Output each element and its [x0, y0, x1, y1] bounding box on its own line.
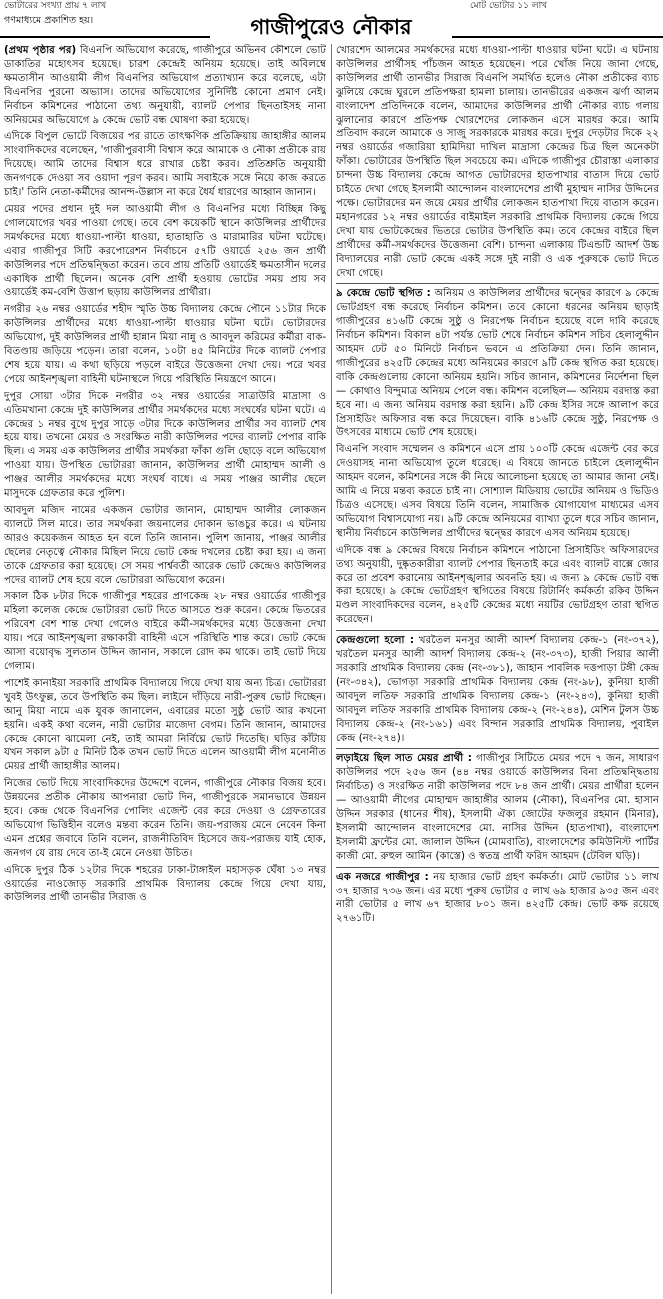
paragraph-lead: ৯ কেন্দ্রে ভোট স্থগিত : — [336, 288, 431, 300]
article-paragraph — [336, 44, 659, 280]
paragraph-text: নগরীর ২৬ নম্বর ওয়ার্ডের শহীদ স্মৃতি উচ্চ বিদ্যালয় কেন্দ্রে পৌনে ১১টার দিকে কাউন্সিলর প্রার্থীদের মধ্যে ধাওয়া-পাল্টা ধাওয়ার ঘটনা ঘটে। ভোটারদের অভিযোগ, দুই কাউন্সিলর প্রার্থী হান্নান মিয়া নান্নু ও আবদুল করিমের কর্মীরা বাক-বিতণ্ডায় জড়িয়ে পড়েন। তারা বলেন, ১০টা ৪৫ মিনিটের দিকে ব্যালট পেপার শেষ হয়ে যায়। এ কথা ছড়িয়ে পড়লে বাইরে উত্তেজনা দেখা দেয়। পরে খবর পেয়ে আইনশৃঙ্খলা বাহিনী ঘটনাস্থলে গিয়ে পরিস্থিতি নিয়ন্ত্রণে আনে। — [4, 304, 326, 385]
paragraph-text: মেয়র পদের প্রধান দুই দল আওয়ামী লীগ ও বিএনপির মধ্যে বিচ্ছিন্ন কিছু গোলযোগের খবর পাওয়া গেছে। তবে বেশ কয়েকটি স্থানে কাউন্সিলর প্রার্থীদের সমর্থকদের মধ্যে ধাওয়া-পাল্টা ধাওয়া, হাতাহাতি ও মারামারির ঘটনা ঘটেছে। এবার গাজীপুর সিটি করপোরেশন নির্বাচনে ৫৭টি ওয়ার্ডে ২৫৬ জন প্রার্থী কাউন্সিলর পদে প্রতিদ্বন্দ্বিতা করেন। তবে প্রায় প্রতিটি ওয়ার্ডেই ক্ষমতাসীন দলের একাধিক প্রার্থী ছিলেন। অনেক বেশি প্রার্থী হওয়ায় ভোটের সময় প্রায় সব ওয়ার্ডেই কম-বেশি উত্তাপ ছড়ায় কাউন্সিলর প্রার্থীরা। — [4, 203, 326, 299]
top-strip-left: ভোটারের সংখ্যা প্রায় ৭ লাখ — [4, 1, 107, 11]
article-paragraph — [4, 44, 326, 127]
article-column-right — [336, 44, 659, 1296]
section-rule — [336, 867, 659, 868]
article-paragraph — [336, 871, 659, 927]
paragraph-text: খোরশেদ আলমের সমর্থকদের মধ্যে ধাওয়া-পাল্টা ধাওয়ার ঘটনা ঘটে। এ ঘটনায় কাউন্সিলর প্রার্থীসহ পাঁচজন আহত হয়েছেন। পরে খোঁজ নিয়ে জানা গেছে, কাউন্সিলর প্রার্থী তানভীর সিরাজ বিএনপি সমর্থিত হলেও নৌকা প্রতীকের ব্যাচ ঝুলিয়ে কেন্দ্রে ঘুরলে প্রতিপক্ষরা হামলা চালায়। তানভীরের একজন ঝর্ণা আলম বাংলাদেশ প্রতিদিনকে বলেন, আমাদের কাউন্সিলর প্রার্থী নৌকার ব্যাচ গলায় ঝুলানোর কারণে প্রতিপক্ষ খোরশেদের লোকজন এসে মারধর করে। আমি প্রতিবাদ করলে আমাকে ও সাজু সরকারকে মারধর করে। দুপুর দেড়টার দিকে ২২ নম্বর ওয়ার্ডের গজারিয়া হামিদিয়া দাখিল মাদ্রাসা কেন্দ্রের চিত্র ছিল অনেকটা ফাঁকা। ভোটারের উপস্থিতি ছিল সবচেয়ে কম। এদিকে গাজীপুর চৌরাস্তা এলাকার চান্দনা উচ্চ বিদ্যালয় কেন্দ্রে আগত ভোটারদের হাতপাখার বাতাস দিয়ে ভোট চাইতে দেখা গেছে ইসলামী আন্দোলন বাংলাদেশের প্রার্থী মুহাম্মদ নাসির উদ্দিনের পক্ষে। ভোটারদের মন জয়ে মেয়র প্রার্থীর লোকজন হাতপাখা দিয়ে বাতাস করেন। মহানগরের ১২ নম্বর ওয়ার্ডের বাইমাইল সরকারি প্রাথমিক বিদ্যালয় কেন্দ্রে গিয়ে দেখা যায় ভোটকেন্দ্রের ভিতরে ভোটার উপস্থিতি কম। তবে কেন্দ্রের বাইরে ছিল প্রার্থীদের কর্মী-সমর্থকদের উত্তেজনা বেশি। চান্দনা এলাকায় টিএন্ডটি আদর্শ উচ্চ বিদ্যালয়ের নারী ভোট কেন্দ্রে একই সঙ্গে দুই নারী ও এক পুরুষকে ভোট দিতে দেখা গেছে। — [336, 45, 659, 279]
article-paragraph — [4, 864, 326, 906]
article-paragraph — [4, 303, 326, 386]
paragraph-text: এদিকে দুপুর ঠিক ১২টার দিকে শহরের ঢাকা-টাঙ্গাইল মহাসড়ক ঘেঁষা ১৩ নম্বর ওয়ার্ডের নাওজোড় সরকারি প্রাথমিক বিদ্যালয় কেন্দ্রে গিয়ে দেখা যায়, কাউন্সিলর প্রার্থী তানভীর সিরাজ ও — [4, 864, 326, 904]
paragraph-text: বিএনপি অভিযোগ করেছে, গাজীপুরে অভিনব কৌশলে ভোট ডাকাতির মহোৎসব হয়েছে। চারশ কেন্দ্রেই অনিয়ম হয়েছে। তাই অবিলম্বে ক্ষমতাসীন আওয়ামী লীগ বিএনপির অভিযোগ প্রত্যাখ্যান করে বলেছে, এটা বিএনপির পুরনো অভ্যাস। তাদের অভিযোগের সুনির্দিষ্ট কোনো প্রমাণ নেই। নির্বাচন কমিশনের পাঠানো তথ্য অনুযায়ী, ব্যালট পেপার ছিনতাইসহ নানা অনিয়মের অভিযোগে ৯ কেন্দ্রে ভোট বন্ধ ঘোষণা করা হয়েছে। — [4, 45, 326, 126]
article-paragraph — [4, 203, 326, 300]
article-paragraph — [4, 777, 326, 860]
top-strip-right: মোট ভোটার ১১ লাখ — [470, 1, 548, 11]
paragraph-text: বিএনপি সংবাদ সম্মেলন ও কমিশনে এসে প্রায় ১০০টি কেন্দ্রে এজেন্ট বের করে দেওয়াসহ নানা অভিযোগ তুলে ধরেছে। এ বিষয়ে জানতে চাইলে হেলালুদ্দীন আহমদ বলেন, কমিশনের সঙ্গে কী নিয়ে আলোচনা হয়েছে তা আমার জানা নেই। আমি এ নিয়ে মন্তব্য করতে চাই না। সোশ্যাল মিডিয়ায় ভোটের অনিয়ম ও ভিডিও চিত্রও এসেছে। এসব বিষয়ে তিনি বলেন, সামাজিক যোগাযোগ মাধ্যমের এসব অভিযোগ বিশ্বাসযোগ্য নয়। ৯টি কেন্দ্রে অনিয়মের ব্যাখ্যা তুলে ধরে সচিব জানান, স্থানীয় নির্বাচনে কাউন্সিলর প্রার্থীদের দ্বন্দ্বের কারণে এসব অনিয়ম হয়েছে। — [336, 444, 659, 539]
paragraph-text: এদিকে বন্ধ ৯ কেন্দ্রের বিষয়ে নির্বাচন কমিশনে পাঠানো প্রিসাইডিং অফিসারদের তথ্য অনুযায়ী, দুষ্কৃতকারীরা ব্যালট পেপার ছিনতাই করে এবং ব্যালট বাক্সে জোর করে তা প্রবেশ করানোয় আইনশৃঙ্খলার অবনতি হয়। এ জন্য ৯ কেন্দ্রে ভোট বন্ধ করা হয়েছে। ৯ কেন্দ্রে ভোটগ্রহণ স্থগিতের বিষয়ে রিটার্নিং কর্মকর্তা রকিব উদ্দিন মণ্ডল সাংবাদিকদের বলেন, ৪২৫টি কেন্দ্রের মধ্যে নয়টির ভোটগ্রহণ তারা স্থগিত করেছেন। — [336, 544, 659, 626]
headline: গাজীপুরেও নৌকার — [250, 14, 412, 39]
headline-rule-left — [0, 36, 210, 38]
paragraph-lead: লড়াইয়ে ছিল সাত মেয়র প্রার্থী : — [336, 753, 472, 765]
headline-rule-right — [452, 36, 663, 38]
article-paragraph — [336, 287, 659, 440]
paragraph-text: অনিয়ম ও কাউন্সিলর প্রার্থীদের দ্বন্দ্বের কারণে ৯ কেন্দ্রে ভোটগ্রহণ বন্ধ করেছে নির্বাচন কমিশন। তবে কোনো ধরনের অনিয়ম ছাড়াই গাজীপুরের ৪১৬টি কেন্দ্রে সুষ্ঠু ও নিরপেক্ষ নির্বাচন হয়েছে বলে দাবি করেছে নির্বাচন কমিশন। বিকাল ৪টা পর্যন্ত ভোট শেষে নির্বাচন কমিশন সচিব হেলালুদ্দীন আহমদ ঢেট ৫০ মিনিটে নির্বাচন ভবনে এ প্রতিক্রিয়া দেন। তিনি জানান, গাজীপুরের ৪২৫টি কেন্দ্রের মধ্যে অনিয়মের কারণে ৯টি কেন্দ্র স্থগিত করা হয়েছে। বাকি কেন্দ্রগুলোয় কোনো অনিয়ম হয়নি। সচিব জানান, কমিশনের নির্দেশনা ছিল— কোথাও বিন্দুমাত্র অনিয়ম পেলে বন্ধ। কমিশন বলেছিল— অনিয়ম বরদাস্ত করা হবে না। এ জন্য অনিয়ম বরদাস্ত করা হয়নি। ৯টি কেন্দ্র ইসির সঙ্গে আলাপ করে প্রিসাইডিং অফিসার বন্ধ করে দিয়েছেন। বাকি ৪১৬টি কেন্দ্রে সুষ্ঠু, নিরপেক্ষ ও উৎসবের মাধ্যমে ভোট শেষ হয়েছে। — [336, 288, 659, 439]
article-paragraph — [336, 544, 659, 627]
paragraph-text: খরতৈল মনসুর আলী আদর্শ বিদ্যালয় কেন্দ্র-১ (নং-৩৭২), খরতৈল মনসুর আলী আদর্শ বিদ্যালয় কেন্দ্র-২ (নং-৩৭৩), হাজী পিয়ার আলী সরকারি প্রাথমিক বিদ্যালয় কেন্দ্র (নং-৩৮১), জাহান পাবলিক দত্তপাড়া টঙ্গী কেন্দ্র (নং-৩৪২), ভোগড়া সরকারি প্রাথমিক বিদ্যালয় কেন্দ্র (নং-৯৮), কুনিয়া হাজী আবদুল লতিফ সরকারি প্রাথমিক বিদ্যালয় কেন্দ্র-১ (নং-২৪৩), কুনিয়া হাজী আবদুল লতিফ সরকারি প্রাথমিক বিদ্যালয় কেন্দ্র-২ (নং-২৪৪), মেশিন টুলস উচ্চ বিদ্যালয় কেন্দ্র-২ (নং-১৬১) এবং বিন্দান সরকারি প্রাথমিক বিদ্যালয়, পুবাইল কেন্দ্র (নং-২৭৪)। — [336, 635, 659, 744]
paragraph-text: সকাল ঠিক ৮টার দিকে গাজীপুর শহরের প্রাণকেন্দ্র ২৮ নম্বর ওয়ার্ডের গাজীপুর মহিলা কলেজ কেন্দ্রে ভোটাররা ভোট দিতে আসতে শুরু করেন। কেন্দ্রে ভিতরের পরিবেশ বেশ শান্ত দেখা গেলেও বাইরে কর্মী-সমর্থকদের মধ্যে উত্তেজনা দেখা যায়। পরে আইনশৃঙ্খলা রক্ষাকারী বাহিনী এসে পরিস্থিতি শান্ত করে। ভোট কেন্দ্রে আসা বয়োবৃদ্ধ সুলতান উদ্দিন জানান, সকালে রোদ কম থাকে। তাই ভোট দিয়ে গেলাম। — [4, 591, 326, 672]
paragraph-text: নিজের ভোট দিয়ে সাংবাদিকদের উদ্দেশে বলেন, গাজীপুরে নৌকার বিজয় হবে। উন্নয়নের প্রতীক নৌকায় আপনারা ভোট দিন, গাজীপুরকে সমানভাবে উন্নয়ন হবে। কেন্দ্র থেকে বিএনপির পোলিং এজেন্ট বের করে দেওয়া ও গ্রেফতারের অভিযোগ ভিত্তিহীন বলেও মন্তব্য করেন তিনি। জয়-পরাজয় মেনে নেবেন কিনা এমন প্রশ্নের জবাবে তিনি বলেন, রাজনীতিবিদ হিসেবে জয়-পরাজয় যাই হোক, জনগণ যে রায় দেবে তা-ই মেনে নেওয়া উচিত। — [4, 778, 326, 859]
article-paragraph — [4, 590, 326, 673]
article-paragraph — [336, 443, 659, 540]
paragraph-lead: (প্রথম পৃষ্ঠার পর) — [4, 45, 77, 56]
paragraph-text: নয় হাজার ভোট গ্রহণ কর্মকর্তা। মোট ভোটার ১১ লাখ ৩৭ হাজার ৭৩৬ জন। এর মধ্যে পুরুষ ভোটার ৫ লাখ ৬৯ হাজার ৯৩৫ জন এবং নারী ভোটার ৫ লাখ ৬৭ হাজার ৮০১ জন। ৪২৫টি কেন্দ্র। ভোট কক্ষ রয়েছে ২৭৬১টি। — [336, 871, 659, 925]
article-paragraph — [4, 130, 326, 200]
article-paragraph — [4, 390, 326, 501]
article-paragraph — [336, 752, 659, 863]
paragraph-text: আবদুল মজিদ নামের একজন ভোটার জানান, মোহাম্মদ আলীর লোকজন ব্যালটে সিল মারে। তার সমর্থকরা জয়নালের দোকান ভাঙচুর করে। এ ঘটনায় আরও কয়েকজন আহত হন বলে তিনি জানান। পুলিশ জানায়, পাঞ্জর আলীর ছেলের নেতৃত্বে নৌকার মিছিল নিয়ে ভোট কেন্দ্র দখলের চেষ্টা করা হয়। এ জন্য তাকে গ্রেফতার করা হয়েছে। সে সময় পার্শ্ববর্তী আরেক ভোট কেন্দ্রেও কাউন্সিলর পদের ব্যালট শেষ হয়ে বলে ভোটাররা অভিযোগ করেন। — [4, 505, 326, 586]
section-rule — [336, 748, 659, 749]
article-paragraph — [4, 504, 326, 587]
paragraph-text: গাজীপুর সিটিতে মেয়র পদে ৭ জন, সাধারণ কাউন্সিলর পদে ২৫৬ জন (৪৪ নম্বর ওয়ার্ডে কাউন্সিলর বিনা প্রতিদ্বন্দ্বিতায় নির্বাচিত) ও সংরক্ষিত নারী কাউন্সিলর পদে ৮৪ জন প্রার্থী। মেয়র প্রার্থীরা হলেন— আওয়ামী লীগের মোহাম্মদ জাহাঙ্গীর আলম (নৌকা), বিএনপির মো. হাসান উদ্দিন সরকার (ধানের শীষ), ইসলামী ঐক্য জোটের ফজলুর রহমান (মিনার), ইসলামী আন্দোলন বাংলাদেশের মো. নাসির উদ্দিন (হাতপাখা), বাংলাদেশ ইসলামী ফ্রন্টের মো. জালাল উদ্দিন (মোমবাতি), বাংলাদেশের কমিউনিস্ট পার্টির কাজী মো. রুহুল আমিন (কাস্তে) ও স্বতন্ত্র প্রার্থী ফরিদ আহমদ (টেবিল ঘড়ি)। — [336, 753, 659, 862]
article-column-left — [4, 44, 326, 1296]
section-rule — [336, 630, 659, 631]
section-rule — [336, 283, 659, 284]
paragraph-text: পাশেই কানাইয়া সরকারি প্রাথমিক বিদ্যালয়ে গিয়ে দেখা যায় অন্য চিত্র। ভোটাররা খুবই উৎফুল্ল, তবে উপস্থিতি কম ছিল। লাইনে দাঁড়িয়ে নারী-পুরুষ ভোট দিচ্ছেন। আনু মিয়া নামে এক যুবক জানালেন, এবারের মতো সুষ্ঠু ভোট আর কখনো হয়নি। একই কথা বলেন, নারী ভোটার মাজেদা বেগম। তিনি জানান, আমাদের কেন্দ্রে কোনো ঝামেলা নেই, তাই আমরা নির্বিঘ্নে ভোট দিতেছি। ঘড়ির কাঁটায় যখন সকাল ৯টা ৫ মিনিট ঠিক তখন ভোট দিতে এলেন আওয়ামী লীগ মনোনীত মেয়র প্রার্থী জাহাঙ্গীর আলম। — [4, 677, 326, 773]
article-paragraph — [336, 634, 659, 745]
paragraph-lead: কেন্দ্রগুলো হলো : — [336, 635, 414, 647]
article-paragraph — [4, 677, 326, 774]
paragraph-text: দুপুর সোয়া ৩টার দিকে নগরীর ৩২ নম্বর ওয়ার্ডের সাত্রাউরি মাদ্রাসা ও এতিমখানা কেন্দ্রে দুই কাউন্সিলর প্রার্থীর সমর্থকদের মধ্যে সংঘর্ষের ঘটনা ঘটে। এ কেন্দ্রের ১ নম্বর বুথে দুপুর সাড়ে ৩টার দিকে কাউন্সিলর প্রার্থীর সব ব্যালট শেষ হয়ে যায়। তখনো মেয়র ও সংরক্ষিত নারী কাউন্সিলর পদের ব্যালট পেপার বাকি ছিল। এ সময় এক কাউন্সিলর প্রার্থীর সমর্থকরা ফাঁকা গুলি ছোড়ে বলে অভিযোগ পাওয়া যায়। উপস্থিত ভোটাররা জানান, কাউন্সিলর প্রার্থী মোহাম্মদ আলী ও পাঞ্জর আলীর সমর্থকদের মধ্যে সংঘর্ষ বাধে। এ সময় পাঞ্জর আলীর ছেলে মাসুদকে গ্রেফতার করে পুলিশ। — [4, 390, 326, 500]
column-divider — [331, 44, 332, 1294]
paragraph-lead: এক নজরে গাজীপুর : — [336, 871, 429, 883]
lede-text: গণমাধ্যমে প্রকাশিত হয়। — [4, 15, 94, 26]
paragraph-text: এদিকে বিপুল ভোটে বিজয়ের পর রাতে তাৎক্ষণিক প্রতিক্রিয়ায় জাহাঙ্গীর আলম সাংবাদিকদের বলেছেন, 'গাজীপুরবাসী বিশ্বাস করে আমাকে ও নৌকা প্রতীকে রায় দিয়েছে। আমি তাদের বিশ্বাস ধরে রাখার চেষ্টা করব। প্রতিশ্রুতি অনুযায়ী জনগণকে দেওয়া সব ওয়াদা পূরণ করব। আমি সবাইকে সঙ্গে নিয়ে কাজ করতে চাই।' তিনি নেতা-কর্মীদের আনন্দ-উল্লাস না করে ধৈর্য ধারণের আহ্বান জানান। — [4, 131, 326, 199]
